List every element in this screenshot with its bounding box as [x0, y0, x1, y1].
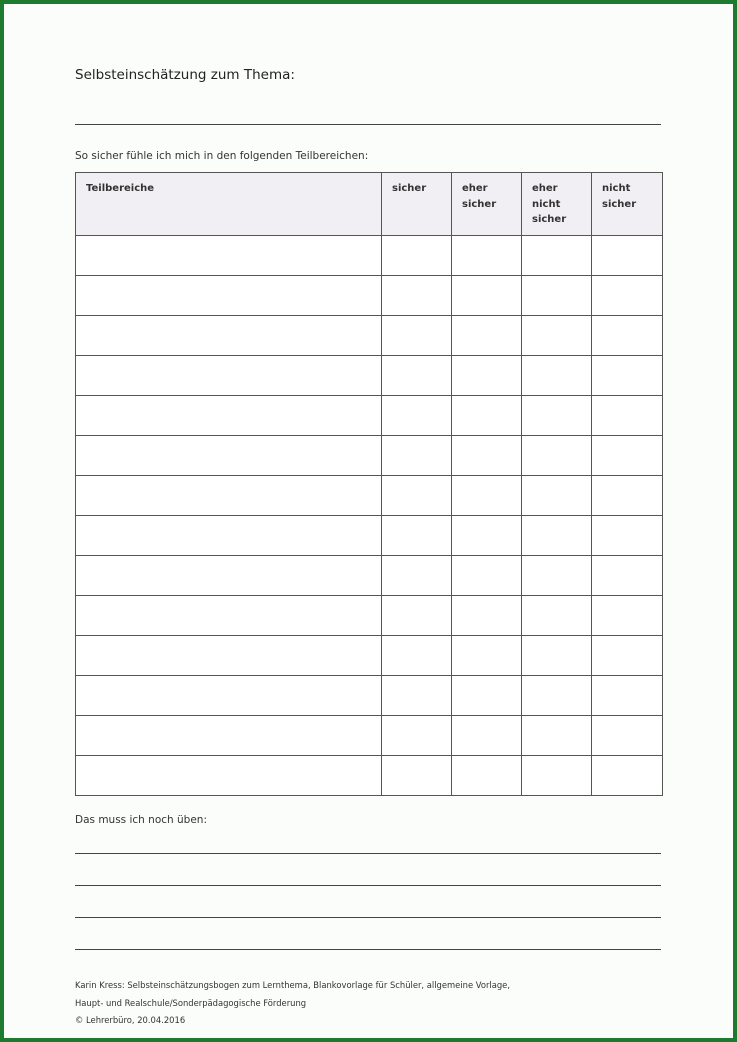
table-row: [76, 316, 663, 356]
rating-cell[interactable]: [522, 756, 592, 796]
rating-cell[interactable]: [522, 516, 592, 556]
rating-cell[interactable]: [382, 276, 452, 316]
rating-cell[interactable]: [522, 716, 592, 756]
rating-cell[interactable]: [382, 636, 452, 676]
footer-line-1: Karin Kress: Selbsteinschätzungsbogen zum Lernthema, Blankovorlage für Schüler, allgemeine Vorlage,: [75, 980, 510, 990]
teilbereich-cell[interactable]: [76, 716, 382, 756]
rating-cell[interactable]: [592, 396, 663, 436]
table-row: [76, 556, 663, 596]
rating-cell[interactable]: [382, 236, 452, 276]
rating-cell[interactable]: [592, 276, 663, 316]
rating-cell[interactable]: [522, 276, 592, 316]
rating-cell[interactable]: [522, 596, 592, 636]
page-title: Selbsteinschätzung zum Thema:: [75, 67, 295, 83]
rating-cell[interactable]: [592, 596, 663, 636]
rating-cell[interactable]: [452, 436, 522, 476]
teilbereich-cell[interactable]: [76, 356, 382, 396]
rating-cell[interactable]: [452, 716, 522, 756]
rating-cell[interactable]: [452, 236, 522, 276]
teilbereich-cell[interactable]: [76, 396, 382, 436]
table-body: [76, 236, 663, 796]
footer-line-2: Haupt- und Realschule/Sonderpädagogische Förderung: [75, 998, 307, 1008]
rating-cell[interactable]: [452, 556, 522, 596]
intro-text: So sicher fühle ich mich in den folgenden Teilbereichen:: [75, 150, 369, 162]
rating-cell[interactable]: [592, 356, 663, 396]
table-row: [76, 716, 663, 756]
practice-line[interactable]: [75, 917, 661, 918]
header-eher-nicht-sicher: [522, 173, 592, 236]
teilbereich-cell[interactable]: [76, 556, 382, 596]
rating-cell[interactable]: [522, 676, 592, 716]
header-eher-sicher: [452, 173, 522, 236]
header-nicht-sicher: [592, 173, 663, 236]
rating-cell[interactable]: [522, 316, 592, 356]
rating-cell[interactable]: [522, 236, 592, 276]
table-row: [76, 276, 663, 316]
rating-cell[interactable]: [452, 476, 522, 516]
rating-cell[interactable]: [592, 516, 663, 556]
practice-label: Das muss ich noch üben:: [75, 814, 207, 826]
table-header-row: [76, 173, 663, 236]
rating-cell[interactable]: [382, 756, 452, 796]
table-row: [76, 596, 663, 636]
table-row: [76, 636, 663, 676]
rating-cell[interactable]: [522, 556, 592, 596]
topic-writing-line: [75, 124, 661, 125]
rating-cell[interactable]: [592, 236, 663, 276]
rating-cell[interactable]: [452, 276, 522, 316]
rating-cell[interactable]: [522, 636, 592, 676]
table-row: [76, 236, 663, 276]
rating-cell[interactable]: [382, 476, 452, 516]
header-label: Teilbereiche: [86, 183, 155, 194]
teilbereich-cell[interactable]: [76, 236, 382, 276]
table-row: [76, 676, 663, 716]
rating-cell[interactable]: [382, 716, 452, 756]
rating-cell[interactable]: [522, 396, 592, 436]
rating-cell[interactable]: [592, 676, 663, 716]
rating-cell[interactable]: [452, 516, 522, 556]
rating-cell[interactable]: [382, 556, 452, 596]
rating-cell[interactable]: [452, 356, 522, 396]
rating-cell[interactable]: [382, 676, 452, 716]
rating-cell[interactable]: [452, 316, 522, 356]
header-label: sicher: [392, 183, 427, 194]
table-row: [76, 356, 663, 396]
teilbereich-cell[interactable]: [76, 756, 382, 796]
header-teilbereiche: [76, 173, 382, 236]
rating-cell[interactable]: [382, 516, 452, 556]
teilbereich-cell[interactable]: [76, 316, 382, 356]
rating-cell[interactable]: [592, 556, 663, 596]
rating-cell[interactable]: [382, 596, 452, 636]
table-row: [76, 476, 663, 516]
rating-cell[interactable]: [452, 756, 522, 796]
teilbereich-cell[interactable]: [76, 476, 382, 516]
rating-cell[interactable]: [382, 396, 452, 436]
teilbereich-cell[interactable]: [76, 436, 382, 476]
rating-cell[interactable]: [452, 636, 522, 676]
teilbereich-cell[interactable]: [76, 516, 382, 556]
teilbereich-cell[interactable]: [76, 636, 382, 676]
rating-cell[interactable]: [592, 716, 663, 756]
table-row: [76, 436, 663, 476]
header-label: nicht sicher: [602, 183, 637, 210]
rating-cell[interactable]: [452, 396, 522, 436]
rating-cell[interactable]: [592, 436, 663, 476]
self-assessment-table: [75, 172, 663, 796]
table-row: [76, 756, 663, 796]
rating-cell[interactable]: [592, 476, 663, 516]
rating-cell[interactable]: [592, 636, 663, 676]
header-label: eher sicher: [462, 183, 497, 210]
table-row: [76, 516, 663, 556]
rating-cell[interactable]: [522, 356, 592, 396]
rating-cell[interactable]: [452, 676, 522, 716]
practice-line[interactable]: [75, 853, 661, 854]
rating-cell[interactable]: [592, 756, 663, 796]
teilbereich-cell[interactable]: [76, 676, 382, 716]
rating-cell[interactable]: [382, 436, 452, 476]
rating-cell[interactable]: [382, 356, 452, 396]
footer-copyright: © Lehrerbüro, 20.04.2016: [75, 1015, 186, 1025]
rating-cell[interactable]: [522, 476, 592, 516]
practice-line[interactable]: [75, 949, 661, 950]
teilbereich-cell[interactable]: [76, 596, 382, 636]
table-row: [76, 396, 663, 436]
rating-cell[interactable]: [452, 596, 522, 636]
header-sicher: [382, 173, 452, 236]
header-label: eher nicht sicher: [532, 183, 567, 225]
practice-line[interactable]: [75, 885, 661, 886]
rating-cell[interactable]: [592, 316, 663, 356]
rating-cell[interactable]: [382, 316, 452, 356]
rating-cell[interactable]: [522, 436, 592, 476]
teilbereich-cell[interactable]: [76, 276, 382, 316]
